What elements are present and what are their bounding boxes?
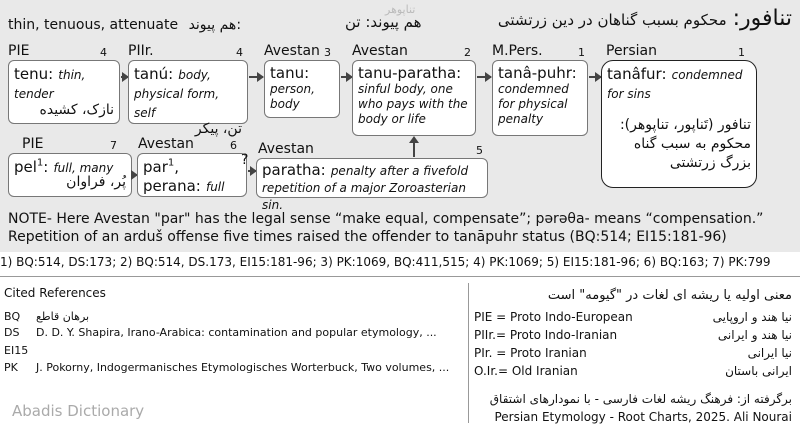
arrow-right-icon [341,76,352,78]
node-pie-tenu[interactable] [8,60,120,124]
english-meaning-label: هم پیوند: [188,17,242,33]
source-english: Persian Etymology - Root Charts, 2025. Ali Nourai [494,410,792,424]
cited-key: EI15 [4,344,29,357]
abbreviation-row [474,328,792,342]
headword [498,6,792,31]
reference-list: 1) BQ:514, DS:173; 2) BQ:514, DS.173, EI15:181-96; 3) PK:1069, BQ:411,515; 4) PK:1069; 5) EI15:181-96; 6) BQ:163; 7) PK:799 [0,255,771,269]
cited-text: برهان قاطع [36,310,90,323]
headword-definition: محکوم بسبب گناهان در دین زرتشتی [497,11,727,29]
abbreviation-fa: نیا هند و اروپایی [712,310,792,324]
node-head: par$^1$, [143,157,180,176]
node-pie-pel[interactable] [8,153,132,197]
node-head [607,64,751,102]
lang-avestan: Avestan [258,141,314,157]
cited-reference-item [4,344,36,357]
node-persian: پُر، فراوان [66,174,126,190]
node-line2 [143,176,241,195]
node-avestan-tanu[interactable] [264,60,340,118]
node-word: tenu: [14,65,54,83]
uncertain-mark: ? [241,152,249,168]
node-gloss: person, body [270,82,315,111]
abbreviation-en: PIIr.= Proto Indo-Iranian [474,328,618,342]
ref-num: 1 [738,46,745,59]
lang-piir: PIIr. [128,43,154,59]
arrow-right-icon [248,170,256,172]
abbreviation-en: O.Ir.= Old Iranian [474,364,578,378]
english-meaning [8,17,241,33]
node-word: paratha: [262,161,326,179]
node-gloss: penalty after a fivefold repetition of a major Zoroasterian sin. [262,164,469,212]
abbreviations-title: معنی اولیه یا ریشه ای لغات در "گیومه" است [547,288,792,303]
node-persian-tanafur[interactable] [601,60,757,188]
node-head: pel$^1$: full, many [14,157,114,176]
note-line: NOTE- Here Avestan "par" has the legal sense “make equal, compensate”; pərəθa- means “compensation.” [8,211,764,227]
node-word: perana: [143,177,201,195]
ref-num: 4 [236,46,243,59]
node-persian: تنافور (تَناپور، تناپوهر): محکوم به سبب گناه بزرگ زرتشتی [619,117,751,171]
abbreviation-fa: نیا ایرانی [747,346,792,360]
cited-key: PK [4,361,18,374]
arrow-right-icon [249,76,263,78]
node-gloss: full, many [53,161,114,175]
node-gloss: condemned for sins [607,68,743,101]
node-sup: 1 [167,157,175,169]
arrow-right-icon [477,76,491,78]
node-head [14,64,114,102]
abbreviation-fa: ایرانی باستان [725,364,792,378]
ref-num: 4 [100,46,107,59]
abbreviation-row [474,364,792,378]
node-persian: نازک، کشیده [39,102,114,118]
ref-num: 2 [464,46,471,59]
node-sup: 1 [36,157,44,169]
node-word: tanâ-puhr: [498,64,577,82]
brand-logo-text: Abadis Dictionary [12,402,145,420]
node-avestan-par[interactable] [137,153,247,197]
node-mpers-tanapuhr[interactable] [492,60,588,136]
cited-key: DS [4,326,20,339]
cognate-watermark: تناپوهر [385,3,416,16]
cited-reference-item [4,310,89,323]
node-word: tanu: [270,64,310,82]
node-head [262,162,482,213]
cited-key: BQ [4,310,21,323]
node-persian: تن، پیکر [194,121,242,137]
node-gloss: sinful body, one who pays with the body or life [358,82,468,126]
note-line: Repetition of an arduš offense five times raised the offender to tanāpuhr status (BQ:514; EI15:181-96) [8,229,727,245]
headword-text: تنافور: [732,6,792,31]
cited-text: J. Pokorny, Indogermanisches Etymologisches Worterbuck, Two volumes, ... [36,361,450,374]
node-word: pel [14,158,37,176]
ref-num: 6 [230,139,237,152]
node-avestan-paratha[interactable] [256,158,488,212]
cited-text: D. D. Y. Shapira, Irano-Arabica: contamination and popular etymology, ... [36,326,437,339]
divider [468,283,469,423]
abbreviation-row [474,346,792,360]
english-meaning-text: thin, tenuous, attenuate [8,17,179,33]
divider [0,276,800,277]
node-piir-tanu[interactable] [128,60,248,137]
node-word: tanú: [134,65,174,83]
cognate: هم پیوند: تن [345,13,422,31]
ref-num: 3 [324,46,331,59]
node-gloss: full [205,180,225,194]
arrow-right-icon [589,76,601,78]
source-persian: برگرفته از: فرهنگ ریشه لغات فارسی - با نمودارهای اشتقاق [489,392,792,406]
ref-num: 7 [110,139,117,152]
lang-persian: Persian [606,43,657,59]
node-gloss: body, physical form, self [134,68,220,120]
etymology-note [8,210,763,246]
cited-reference-item [4,361,449,374]
node-gloss: condemned for physical penalty [498,82,569,126]
abbreviation-en: PIr. = Proto Iranian [474,346,587,360]
cited-reference-item [4,326,437,339]
abbreviation-row [474,310,792,324]
abbreviation-en: PIE = Proto Indo-European [474,310,633,324]
lang-avestan: Avestan [264,43,320,59]
node-head [134,64,242,121]
lang-mpers: M.Pers. [492,43,543,59]
lang-avestan: Avestan [138,136,194,152]
lang-pie: PIE [8,43,30,59]
node-gloss: thin, tender [14,68,86,101]
node-avestan-tanu-paratha[interactable] [352,60,476,136]
abbreviation-fa: نیا هند و ایرانی [717,328,792,342]
node-word: tanu-paratha: [358,64,462,82]
node-word: tanâfur: [607,65,667,83]
node-word: par [143,158,168,176]
ref-num: 5 [476,144,483,157]
lang-pie: PIE [22,136,44,152]
cited-references-title: Cited References [4,286,106,300]
lang-avestan: Avestan [352,43,408,59]
ref-num: 1 [578,46,585,59]
arrow-right-icon [121,76,128,78]
arrow-up-icon [413,142,415,157]
